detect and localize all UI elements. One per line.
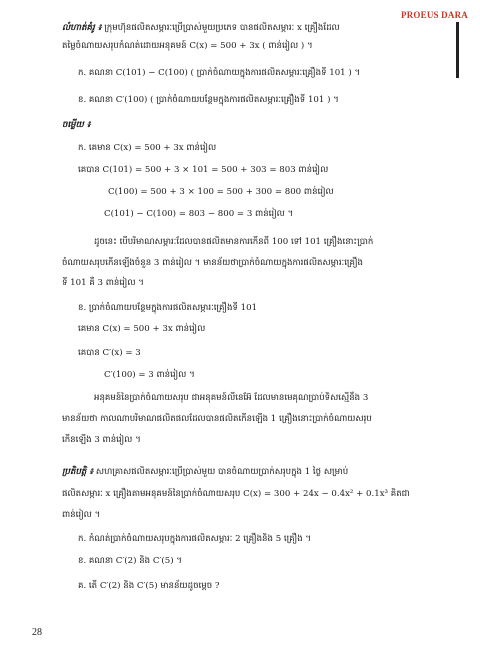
example-part-b: ខ. គណនា C′(100) ( ប្រាក់ចំណាយបន្ថែមក្នុងការផលិតសម្ភារៈគ្រឿងទី 101 ) ។ (78, 95, 339, 105)
exercise-part-b: ខ. គណនា C′(2) និង C′(5) ។ (78, 556, 182, 566)
page-number: 28 (32, 627, 42, 638)
solution-a-line-2: គេបាន C(101) = 500 + 3 × 101 = 500 + 303 = 803 ពាន់រៀល (78, 165, 329, 175)
example-line-1: លំហាត់គំរូ ៖ ក្រុមហ៊ុនផលិតសម្ភារៈប្រើប្រាស់មួយប្រភេទ បានផលិតសម្ភារៈ x គ្រឿងដែល (62, 23, 340, 33)
example-part-a: ក. គណនា C(101) − C(100) ( ប្រាក់ចំណាយក្នុងការផលិតសម្ភារៈគ្រឿងទី 101 ) ។ (78, 68, 361, 78)
exercise-part-c: គ. តើ C′(2) និង C′(5) មានន័យដូចម្តេច ? (78, 581, 220, 591)
solution-b-line-4: C′(100) = 3 ពាន់រៀល ។ (104, 370, 195, 380)
solution-b-line-1: ខ. ប្រាក់ចំណាយបន្ថែមក្នុងការផលិតសម្ភារៈគ្រឿងទី 101 (78, 303, 258, 313)
exercise-line-1: ប្រតិបត្តិ ៖ សហគ្រាសផលិតសម្ភារៈប្រើប្រាស់មួយ បានចំណាយប្រាក់សរុបក្នុង 1 ថ្ងៃ សម្រាប់ (62, 467, 349, 477)
exercise-line-2: ផលិតសម្ភារៈ x គ្រឿងតាមអនុគមន៍នៃប្រាក់ចំណាយសរុប C(x) = 300 + 24x − 0.4x² + 0.1x³ គិតជា (62, 489, 410, 499)
example-line-2: តម្លៃចំណាយសរុបកំណត់ដោយអនុគមន៍ C(x) = 500 + 3x ( ពាន់រៀល ) ។ (62, 41, 313, 51)
explanation-line-2: មានន័យថា កាលណាបរិមាណផលិតផលដែលបានផលិតកើនឡើង 1 គ្រឿងនោះប្រាក់ចំណាយសរុប (62, 414, 372, 424)
solution-a-line-3: C(100) = 500 + 3 × 100 = 500 + 300 = 800 ពាន់រៀល (108, 187, 334, 197)
exercise-part-a: ក. កំណត់ប្រាក់ចំណាយសរុបក្នុងការផលិតសម្ភារៈ 2 គ្រឿងនិង 5 គ្រឿង ។ (78, 534, 312, 544)
solution-b-line-2: គេមាន C(x) = 500 + 3x ពាន់រៀល (78, 324, 206, 334)
solution-b-line-3: គេបាន C′(x) = 3 (78, 348, 141, 358)
conclusion-line-2: ចំណាយសរុបកើនឡើងចំនួន 3 ពាន់រៀល ។ មានន័យថាប្រាក់ចំណាយក្នុងការផលិតសម្ភារៈគ្រឿង (62, 258, 363, 268)
exercise-line-3: ពាន់រៀល ។ (62, 510, 101, 520)
side-bar-decoration (456, 22, 459, 78)
solution-label: ចម្លើយ ៖ (62, 120, 91, 130)
example-label: លំហាត់គំរូ ៖ (62, 23, 102, 33)
explanation-line-1: អនុគមន៍នៃប្រាក់ចំណាយសរុប ជាអនុគមន៍លីនេអ៊ែ ដែលមានមេគុណប្រាប់ទិសស្មើនឹង 3 (94, 393, 369, 403)
solution-a-line-4: C(101) − C(100) = 803 − 800 = 3 ពាន់រៀល ។ (104, 209, 294, 219)
conclusion-line-3: ទី 101 គឺ 3 ពាន់រៀល ។ (62, 278, 144, 288)
conclusion-line-1: ដូចនេះ បើបរិមាណសម្ភារៈដែលបានផលិតមានការកើនពី 100 ទៅ 101 គ្រឿងនោះប្រាក់ (94, 237, 374, 247)
header-author: PROEUS DARA (401, 10, 468, 20)
explanation-line-3: កើនឡើង 3 ពាន់រៀល ។ (62, 435, 141, 445)
exercise-label: ប្រតិបត្តិ ៖ (62, 467, 94, 477)
solution-a-line-1: ក. គេមាន C(x) = 500 + 3x ពាន់រៀល (78, 143, 217, 153)
